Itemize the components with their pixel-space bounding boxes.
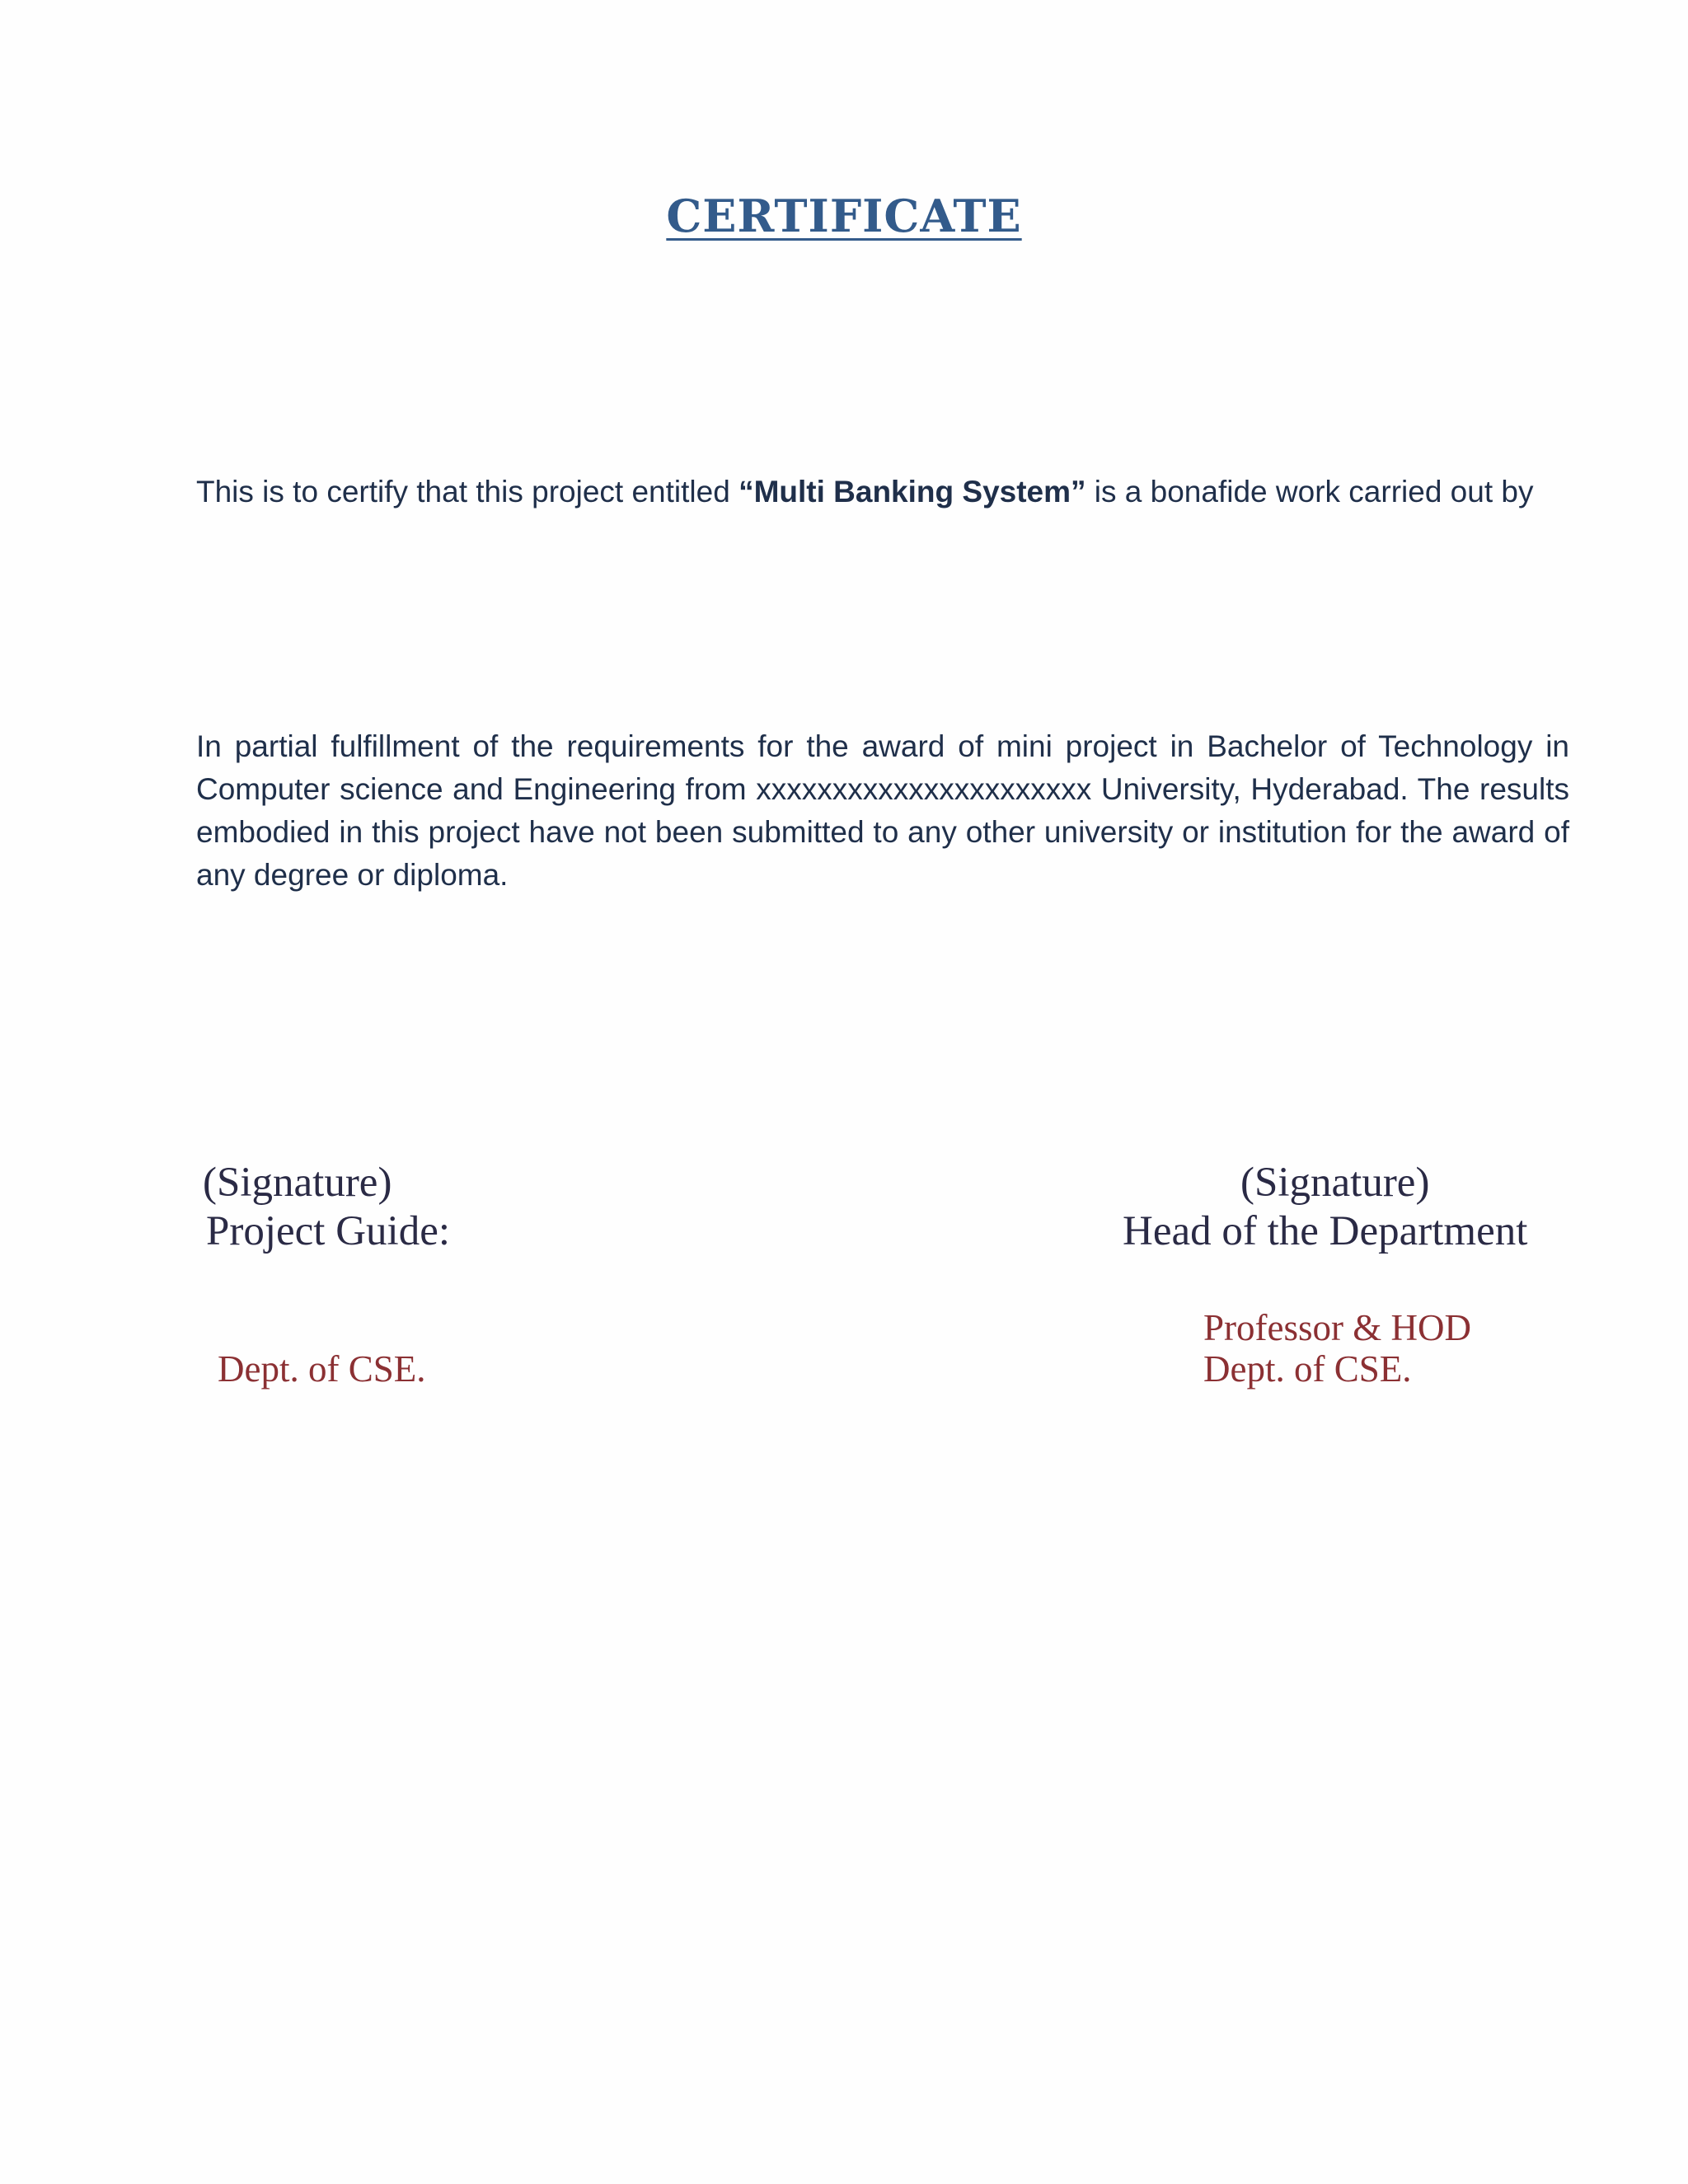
guide-signature-label: (Signature) <box>203 1160 392 1206</box>
hod-signature-label: (Signature) <box>1240 1160 1430 1206</box>
hod-title-label: Professor & HOD <box>1203 1307 1471 1348</box>
certificate-title: CERTIFICATE <box>666 190 1022 242</box>
guide-role-label: Project Guide: <box>206 1208 451 1254</box>
certificate-title-wrapper <box>0 190 1688 242</box>
statement-outro: is a bonafide work carried out by <box>1085 475 1534 509</box>
statement-intro: This is to certify that this project entitled <box>196 475 739 509</box>
project-title: “Multi Banking System” <box>738 475 1086 509</box>
certification-statement <box>196 462 1564 522</box>
guide-dept-label: Dept. of CSE. <box>218 1348 426 1390</box>
hod-role-label: Head of the Department <box>1123 1208 1528 1254</box>
hod-dept-label: Dept. of CSE. <box>1203 1348 1412 1390</box>
fulfillment-paragraph: In partial fulfillment of the requirements for the award of mini project in Bachelor of Technology in Computer science and Engineering from xxxxxxxxxxxxxxxxxxxxxx University, Hyderabad. The results embodied in this project have not been submitted to any other university or institution for the award of any degree or diploma. <box>196 729 1569 892</box>
